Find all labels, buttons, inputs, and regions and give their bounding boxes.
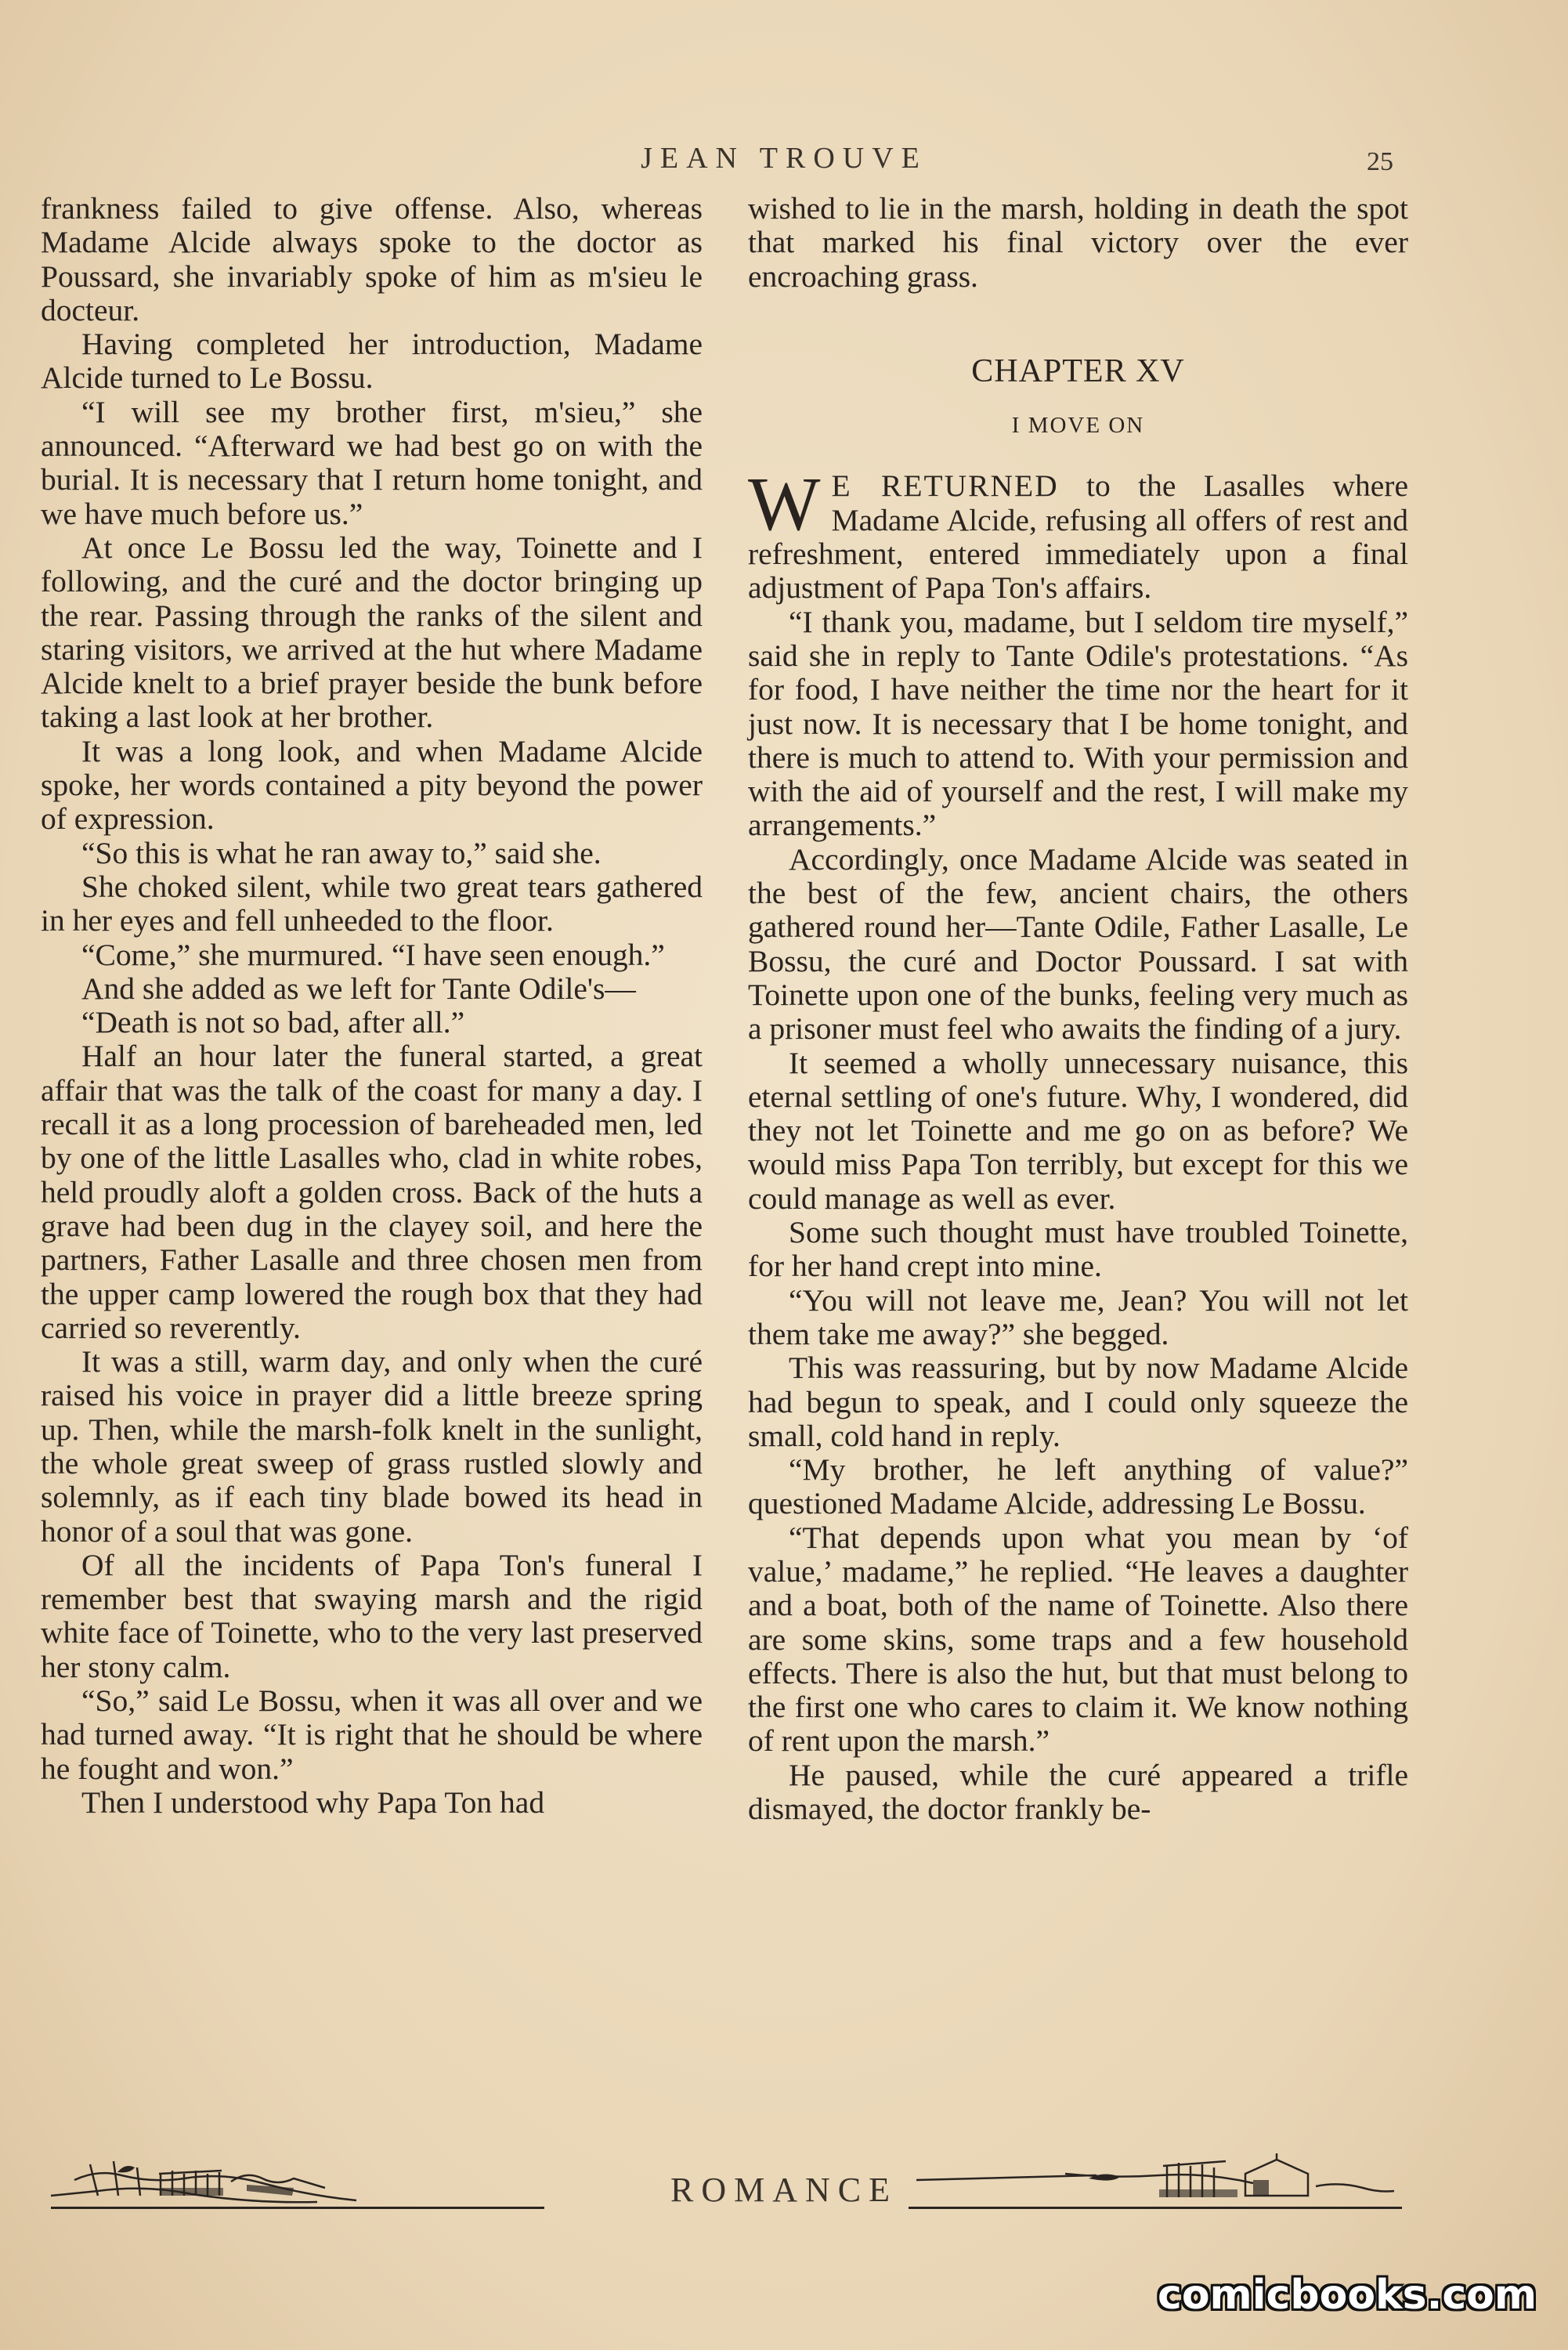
paragraph: At once Le Bossu led the way, Toinette and I following, and the curé and the doctor bringing up the rear. Passing through the ranks of the silent and staring visitors, we arrived at the hut where Madame Alcide knelt to a brief prayer beside the bunk before taking a last look at her brother. bbox=[41, 530, 703, 735]
paragraph: “I thank you, madame, but I seldom tire myself,” said she in reply to Tante Odile's protestations. “As for food, I have neither the time nor the heart for it just now. It is necessary that I be home tonight, and there is much to attend to. With your permission and with the aid of yourself and the rest, I will make my arrangements.” bbox=[748, 604, 1408, 843]
page-number: 25 bbox=[1367, 147, 1393, 176]
opening-words: E RETURNED bbox=[831, 468, 1059, 504]
running-head-title: JEAN TROUVE bbox=[641, 142, 927, 175]
paragraph: It was a long look, and when Madame Alcide spoke, her words contained a pity beyond the power of expression. bbox=[41, 733, 703, 837]
paragraph: This was reassuring, but by now Madame Alcide had begun to speak, and I could only squeeze the small, cold hand in reply. bbox=[748, 1350, 1408, 1453]
right-column bbox=[748, 192, 1408, 1826]
paragraph: “Death is not so bad, after all.” bbox=[81, 1005, 465, 1040]
chapter-opening-paragraph bbox=[748, 462, 1408, 606]
paragraph: Half an hour later the funeral started, a great affair that was the talk of the coast for many a day. I recall it as a long procession of bareheaded men, led by one of the little Lasalles who, clad in white robes, held proudly aloft a golden cross. Back of the huts a grave had been dug in the clayey soil, and here the partners, Father Lasalle and three chosen men from the upper camp lowered the rough box that they had carried so reverently. bbox=[41, 1039, 703, 1345]
left-column bbox=[41, 192, 703, 1820]
paragraph: frankness failed to give offense. Also, whereas Madame Alcide always spoke to the doctor as Poussard, she invariably spoke of him as m'sieu le docteur. bbox=[41, 191, 703, 327]
paragraph: It seemed a wholly unnecessary nuisance, this eternal settling of one's future. Why, I wondered, did they not let Toinette and me go on as before? We would miss Papa Ton terribly, but except for this we could manage as well as ever. bbox=[748, 1045, 1408, 1216]
paragraph: Some such thought must have troubled Toinette, for her hand crept into mine. bbox=[748, 1215, 1408, 1284]
paragraph: “That depends upon what you mean by ‘of value,’ madame,” he replied. “He leaves a daughter and a boat, both of the name of Toinette. Also there are some skins, some traps and a few household effects. There is also the hut, but that must belong to the first one who cares to claim it. We know nothing of rent upon the marsh.” bbox=[748, 1520, 1408, 1759]
drop-cap: W bbox=[748, 462, 821, 548]
paragraph: “So this is what he ran away to,” said she. bbox=[81, 835, 602, 870]
paragraph: Having completed her introduction, Madame Alcide turned to Le Bossu. bbox=[41, 327, 703, 396]
opening-text: to the Lasalles where Madame Alcide, refusing all offers of rest and refreshment, entered immediately upon a final adjustment of Papa Ton's affairs. bbox=[748, 468, 1408, 606]
paragraph: “Come,” she murmured. “I have seen enough.” bbox=[81, 937, 665, 972]
paragraph: “I will see my brother first, m'sieu,” she announced. “Afterward we had best go on with the burial. It is necessary that I return home tonight, and we have much before us.” bbox=[41, 394, 703, 531]
paragraph: “My brother, he left anything of value?” questioned Madame Alcide, addressing Le Bossu. bbox=[748, 1452, 1408, 1521]
paragraph: Then I understood why Papa Ton had bbox=[81, 1784, 545, 1820]
paragraph: wished to lie in the marsh, holding in death the spot that marked his final victory over the ever encroaching grass. bbox=[748, 191, 1408, 294]
paragraph: Of all the incidents of Papa Ton's funeral I remember best that swaying marsh and the rigid white face of Toinette, who to the very last preserved her stony calm. bbox=[41, 1547, 703, 1684]
paragraph: It was a still, warm day, and only when the curé raised his voice in prayer did a little breeze spring up. Then, while the marsh-folk knelt in the sunlight, the whole great sweep of grass rustled slowly and solemnly, as if each tiny blade bowed its head in honor of a soul that was gone. bbox=[41, 1344, 703, 1549]
paragraph: And she added as we left for Tante Odile's— bbox=[81, 971, 636, 1006]
paragraph: “You will not leave me, Jean? You will not let them take me away?” she begged. bbox=[748, 1282, 1408, 1351]
footer-magazine-title: ROMANCE bbox=[670, 2171, 898, 2209]
chapter-subtitle: I MOVE ON bbox=[1011, 413, 1145, 439]
footer-right-vignette bbox=[909, 2150, 1410, 2213]
watermark-text: comicbooks.com bbox=[1158, 2272, 1537, 2319]
paragraph: She choked silent, while two great tears gathered in her eyes and fell unheeded to the floor. bbox=[41, 869, 703, 938]
paragraph: “So,” said Le Bossu, when it was all over and we had turned away. “It is right that he should be where he fought and won.” bbox=[41, 1683, 703, 1786]
paragraph: He paused, while the curé appeared a trifle dismayed, the doctor frankly be- bbox=[748, 1757, 1408, 1827]
paragraph: Accordingly, once Madame Alcide was seated in the best of the few, ancient chairs, the others gathered round her—Tante Odile, Father Lasalle, Le Bossu, the curé and Doctor Poussard. I sat with Toinette upon one of the bunks, feeling very much as a prisoner must feel who awaits the finding of a jury. bbox=[748, 841, 1408, 1047]
chapter-title: CHAPTER XV bbox=[971, 352, 1185, 389]
